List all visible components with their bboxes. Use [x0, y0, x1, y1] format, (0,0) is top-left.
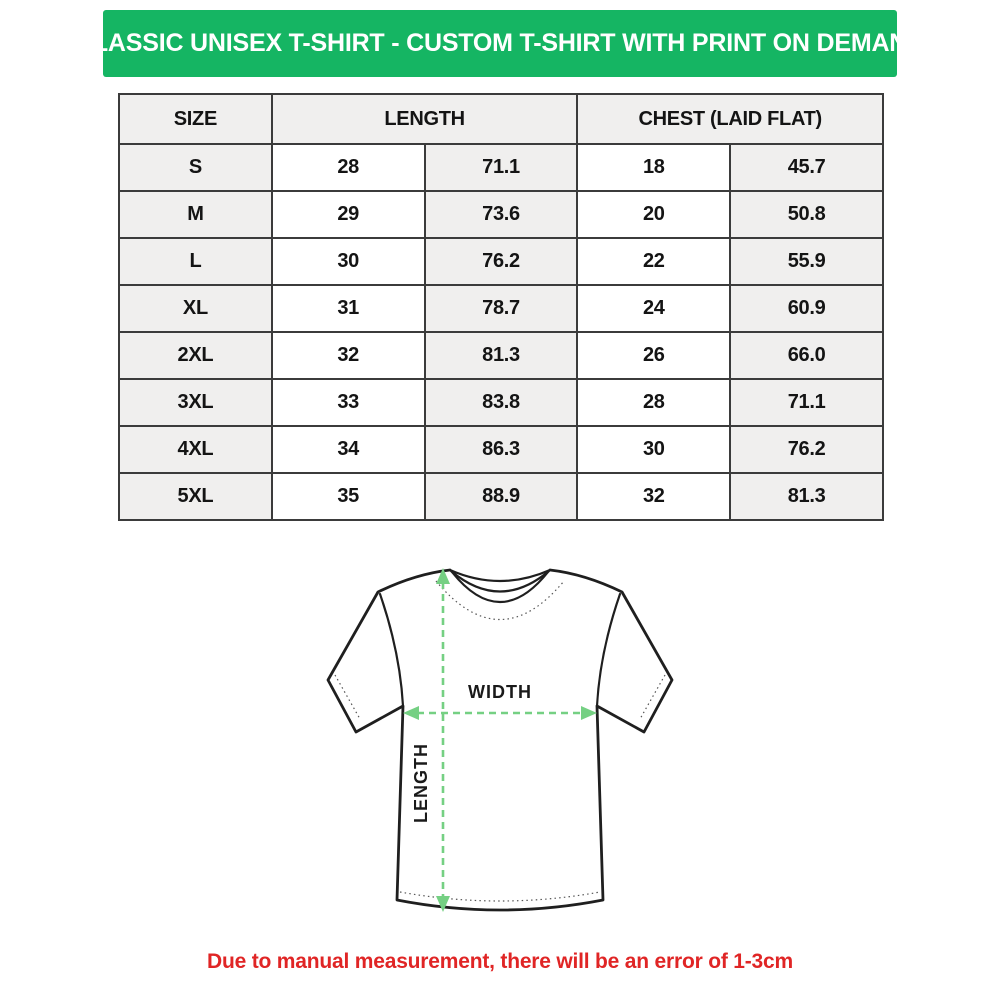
chest-cm: 55.9: [730, 238, 883, 285]
size-label: 5XL: [119, 473, 272, 520]
length-cm: 88.9: [425, 473, 578, 520]
right-sleeve-hem-stitch: [640, 675, 665, 719]
tshirt-outline-drawing: [298, 548, 702, 948]
collar-stitch-line: [436, 581, 564, 620]
chest-inches: 20: [577, 191, 730, 238]
size-label: L: [119, 238, 272, 285]
length-cm: 73.6: [425, 191, 578, 238]
chest-inches: 24: [577, 285, 730, 332]
table-row: [119, 144, 883, 191]
page-title: CLASSIC UNISEX T-SHIRT - CUSTOM T-SHIRT WITH PRINT ON DEMAND: [74, 29, 926, 57]
length-cm: 71.1: [425, 144, 578, 191]
table-row: [119, 332, 883, 379]
table-row: [119, 473, 883, 520]
chest-inches: 28: [577, 379, 730, 426]
table-row: [119, 191, 883, 238]
header-chest: CHEST (LAID FLAT): [577, 94, 883, 144]
table-header-row: [119, 94, 883, 144]
chest-inches: 18: [577, 144, 730, 191]
tshirt-measurement-diagram: [298, 548, 702, 948]
width-arrow-head-left: [403, 706, 419, 720]
table-row: [119, 379, 883, 426]
tshirt-body-outline: [328, 570, 672, 910]
length-inches: 34: [272, 426, 425, 473]
chest-inches: 26: [577, 332, 730, 379]
size-table: [118, 93, 884, 521]
size-label: 3XL: [119, 379, 272, 426]
chest-cm: 50.8: [730, 191, 883, 238]
size-label: 2XL: [119, 332, 272, 379]
chest-inches: 30: [577, 426, 730, 473]
title-banner: [74, 10, 926, 77]
length-cm: 86.3: [425, 426, 578, 473]
table-row: [119, 238, 883, 285]
size-label: 4XL: [119, 426, 272, 473]
length-inches: 29: [272, 191, 425, 238]
width-label: WIDTH: [468, 682, 532, 702]
left-sleeve-hem-stitch: [335, 675, 360, 719]
chest-cm: 71.1: [730, 379, 883, 426]
length-arrow-head-down: [436, 896, 450, 912]
size-label: M: [119, 191, 272, 238]
size-label: XL: [119, 285, 272, 332]
chest-cm: 45.7: [730, 144, 883, 191]
measurement-disclaimer: Due to manual measurement, there will be an error of 1-3cm: [207, 950, 793, 973]
length-cm: 76.2: [425, 238, 578, 285]
length-inches: 35: [272, 473, 425, 520]
bottom-hem-stitch: [400, 892, 600, 901]
length-label: LENGTH: [411, 743, 431, 823]
right-armhole-seam: [597, 594, 620, 706]
length-cm: 83.8: [425, 379, 578, 426]
length-inches: 30: [272, 238, 425, 285]
chest-cm: 76.2: [730, 426, 883, 473]
length-cm: 81.3: [425, 332, 578, 379]
length-cm: 78.7: [425, 285, 578, 332]
size-table-container: [118, 93, 884, 521]
size-label: S: [119, 144, 272, 191]
table-row: [119, 426, 883, 473]
chest-cm: 60.9: [730, 285, 883, 332]
collar-back-edge: [450, 570, 550, 581]
chest-cm: 81.3: [730, 473, 883, 520]
table-row: [119, 285, 883, 332]
chest-inches: 32: [577, 473, 730, 520]
width-arrow-head-right: [581, 706, 597, 720]
length-inches: 32: [272, 332, 425, 379]
length-inches: 33: [272, 379, 425, 426]
chest-inches: 22: [577, 238, 730, 285]
length-inches: 31: [272, 285, 425, 332]
left-armhole-seam: [380, 594, 403, 706]
chest-cm: 66.0: [730, 332, 883, 379]
header-length: LENGTH: [272, 94, 578, 144]
header-size: SIZE: [119, 94, 272, 144]
length-inches: 28: [272, 144, 425, 191]
